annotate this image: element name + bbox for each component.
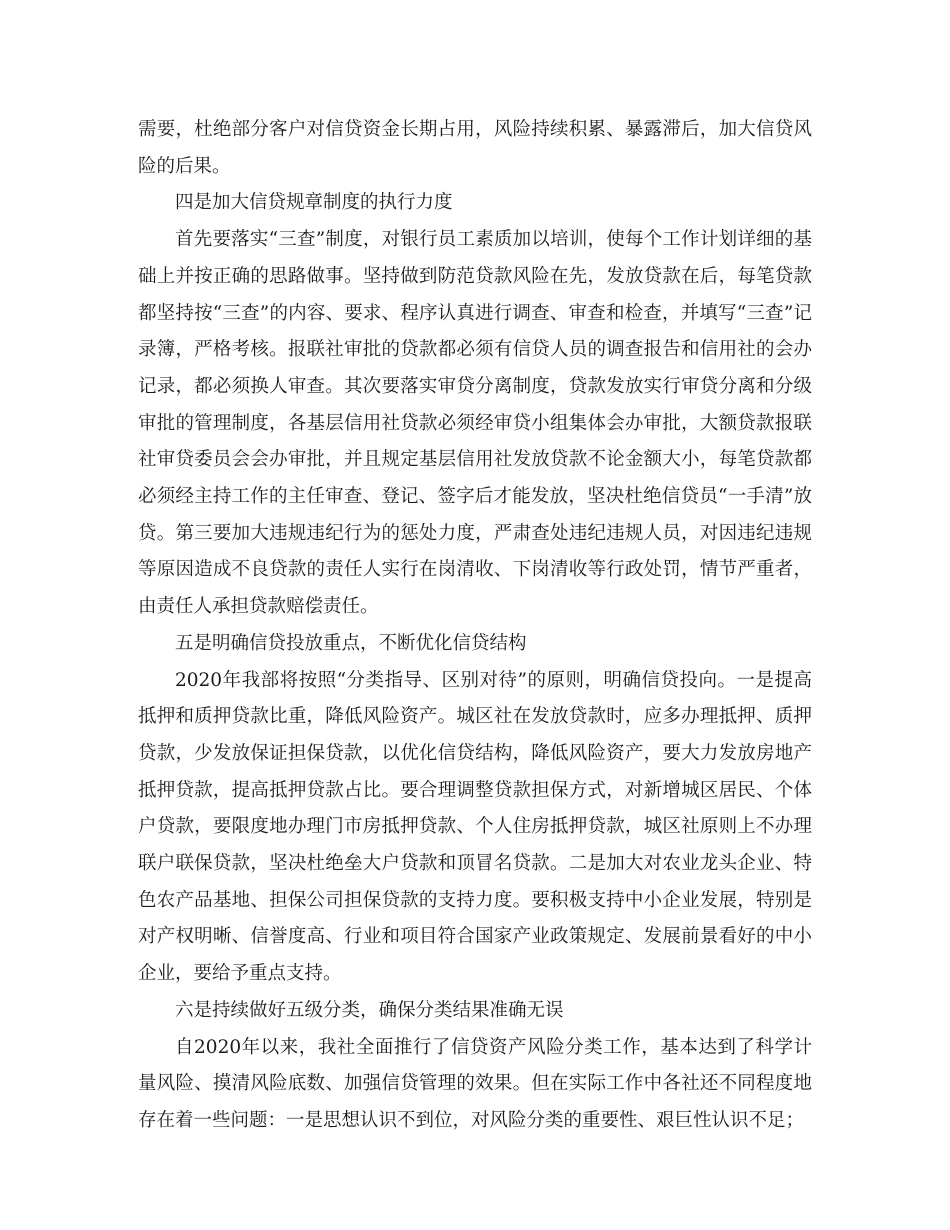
section-heading-4: 四是加大信贷规章制度的执行力度 xyxy=(175,192,453,214)
section-heading-5: 五是明确信贷投放重点，不断优化信贷结构 xyxy=(175,632,527,654)
paragraph-regulations: 首先要落实“三查”制度，对银行员工素质加以培训，使每个工作计划详细的基础上并按正确的思路做事。坚持做到防范贷款风险在先，发放贷款在后，每笔贷款都坚持按“三查”的内容、要求、程序认真进行调查、审查和检查，并填写“三查”记录簿，严格考核。报联社审批的贷款都必须有信贷人员的调查报告和信用社的会办记录，都必须换人审查。其次要落实审贷分离制度，贷款发放实行审贷分离和分级审批的管理制度，各基层信用社贷款必须经审贷小组集体会办审批，大额贷款报联社审贷委员会会办审批，并且规定基层信用社发放贷款不论金额大小，每笔贷款都必须经主持工作的主任审查、登记、签字后才能发放，坚决杜绝信贷员“一手清”放贷。第三要加大违规违纪行为的惩处力度，严肃查处违纪违规人员，对因违纪违规等原因造成不良贷款的责任人实行在岗清收、下岗清收等行政处罚，情节严重者，由责任人承担贷款赔偿责任。 xyxy=(138,229,812,618)
paragraph-credit-structure: 2020年我部将按照“分类指导、区别对待”的原则，明确信贷投向。一是提高抵押和质押贷款比重，降低风险资产。城区社在发放贷款时，应多办理抵押、质押贷款，少发放保证担保贷款，以优化信贷结构，降低风险资产，要大力发放房地产抵押贷款，提高抵押贷款占比。要合理调整贷款担保方式，对新增城区居民、个体户贷款，要限度地办理门市房抵押贷款、个人住房抵押贷款，城区社原则上不办理联户联保贷款，坚决杜绝垒大户贷款和顶冒名贷款。二是加大对农业龙头企业、特色农产品基地、担保公司担保贷款的支持力度。要积极支持中小企业发展，特别是对产权明晰、信誉度高、行业和项目符合国家产业政策规定、发展前景看好的中小企业，要给予重点支持。 xyxy=(138,669,812,985)
document-body xyxy=(138,112,812,1140)
paragraph-continuation: 需要，杜绝部分客户对信贷资金长期占用，风险持续积累、暴露滞后，加大信贷风险的后果。 xyxy=(138,119,812,177)
section-heading-6: 六是持续做好五级分类，确保分类结果准确无误 xyxy=(175,999,564,1021)
paragraph-classification: 自2020年以来，我社全面推行了信贷资产风险分类工作，基本达到了科学计量风险、摸清风险底数、加强信贷管理的效果。但在实际工作中各社还不同程度地存在着一些问题：一是思想认识不到位，对风险分类的重要性、艰巨性认识不足； xyxy=(138,1036,812,1131)
